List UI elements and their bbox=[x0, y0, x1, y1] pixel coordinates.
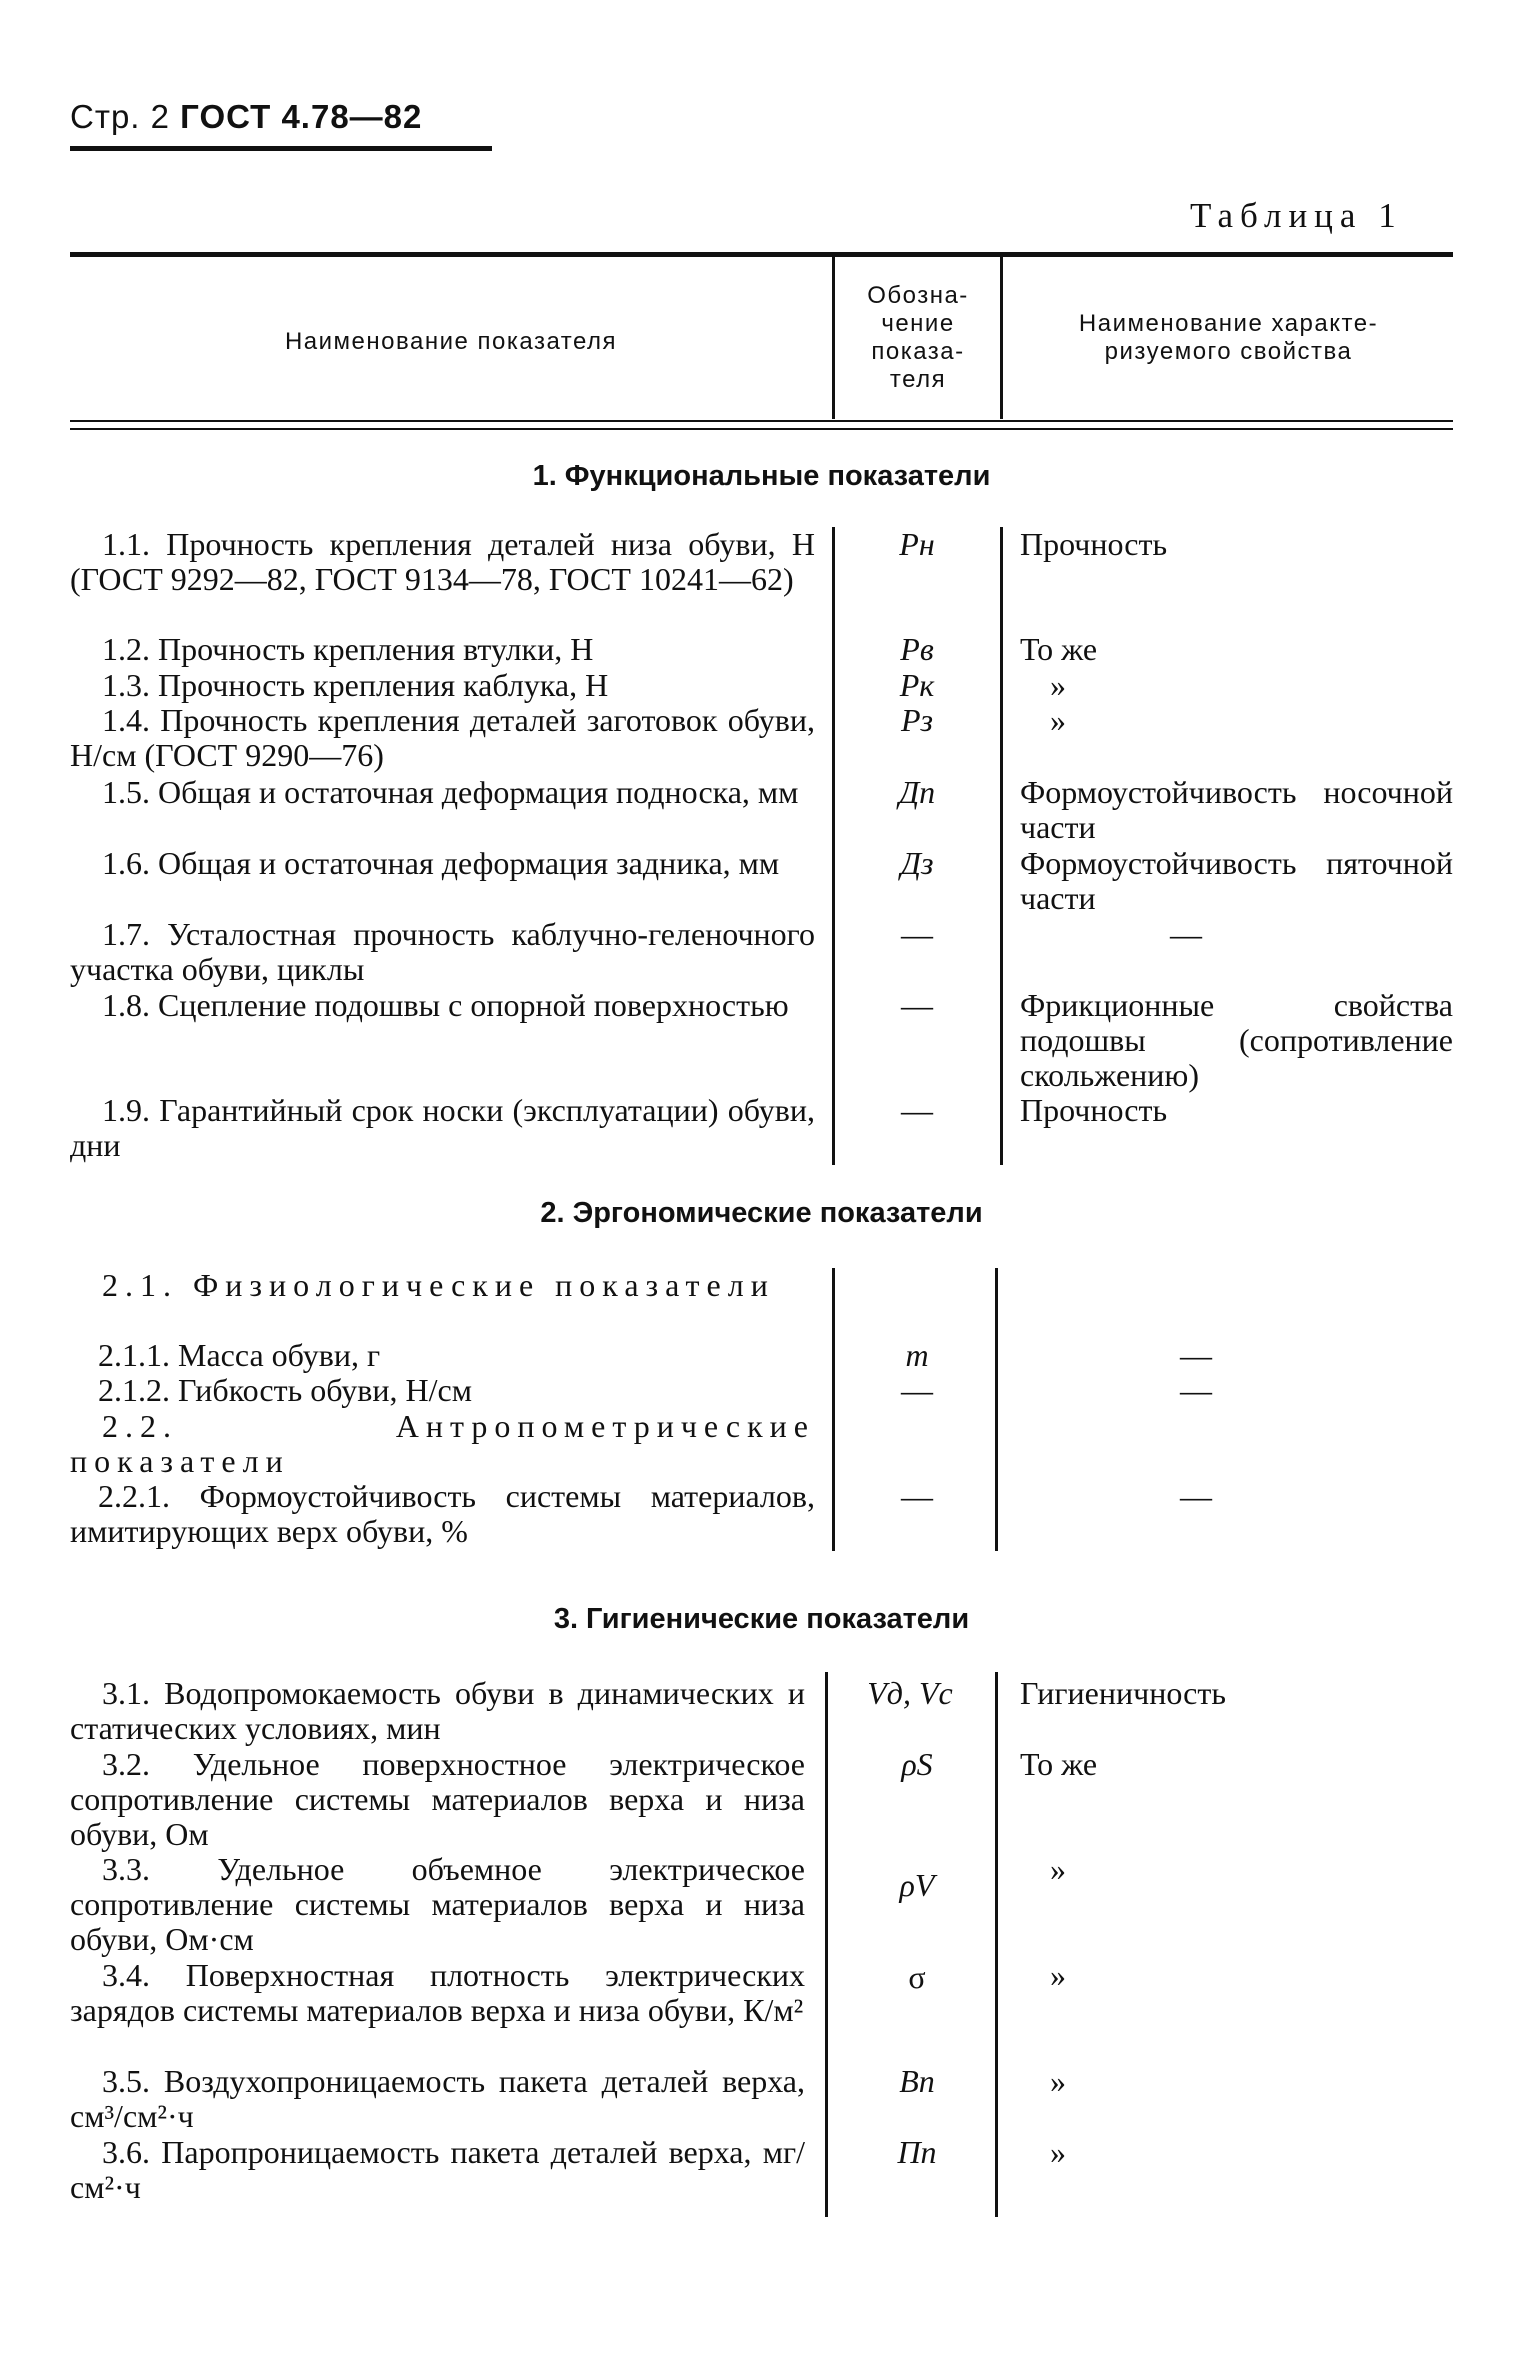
row-name: 3.5. Воздухопроницаемость пакета деталей верха, см³/см²·ч bbox=[70, 2063, 805, 2134]
row-property: — bbox=[1180, 1337, 1212, 1373]
row-symbol: — bbox=[901, 1478, 933, 1514]
row-property: » bbox=[1050, 2063, 1066, 2099]
column-header-property-line: ризуемого свойства bbox=[1104, 338, 1353, 365]
row-symbol: ρV bbox=[899, 1867, 935, 1903]
row-name: 2.2.1. Формоустойчивость системы материалов, имитирующих верх обуви, % bbox=[70, 1478, 815, 1549]
header-bottom-rule-2 bbox=[70, 428, 1453, 430]
row-property: » bbox=[1050, 1851, 1066, 1887]
table-title: Таблица 1 bbox=[1190, 196, 1403, 235]
row-name: 1.7. Усталостная прочность каблучно-геленочного участка обуви, циклы bbox=[70, 916, 815, 987]
row-property: Формоустойчивость пяточной части bbox=[1020, 845, 1453, 916]
row-property: — bbox=[1180, 1372, 1212, 1408]
row-name: 1.3. Прочность крепления каблука, Н bbox=[102, 667, 609, 703]
row-name: 2.1. Физиологические показатели bbox=[102, 1267, 775, 1303]
section-title: 3. Гигиенические показатели bbox=[553, 1603, 970, 1635]
header-bottom-rule bbox=[70, 420, 1453, 422]
row-property: Прочность bbox=[1020, 526, 1168, 562]
row-symbol: — bbox=[901, 1092, 933, 1128]
header-divider-1 bbox=[832, 257, 835, 419]
row-property: То же bbox=[1020, 631, 1098, 667]
row-symbol: — bbox=[901, 916, 933, 952]
column-header-name: Наименование показателя bbox=[284, 328, 618, 355]
row-symbol: Pз bbox=[900, 702, 934, 738]
page-number: Стр. 2 bbox=[70, 98, 170, 135]
row-symbol: Пп bbox=[897, 2134, 937, 2170]
row-symbol: Pв bbox=[900, 631, 934, 667]
row-name: 1.1. Прочность крепления деталей низа обуви, Н (ГОСТ 9292—82, ГОСТ 9134—78, ГОСТ 10241—62) bbox=[70, 526, 815, 597]
row-name: 1.5. Общая и остаточная деформация подноска, мм bbox=[102, 774, 799, 810]
row-name: 3.2. Удельное поверхностное электрическое сопротивление системы материалов верха и низа обуви, Ом bbox=[70, 1746, 805, 1852]
row-property: » bbox=[1050, 667, 1066, 703]
row-property: » bbox=[1050, 1957, 1066, 1993]
standard-number: ГОСТ 4.78—82 bbox=[180, 98, 423, 135]
row-symbol: Pк bbox=[899, 667, 935, 703]
row-symbol: — bbox=[901, 987, 933, 1023]
column-header-symbol bbox=[836, 282, 1000, 394]
row-property: Гигиеничность bbox=[1020, 1675, 1226, 1711]
section-3-divider-1 bbox=[825, 1672, 828, 2217]
page-header bbox=[70, 98, 422, 136]
column-header-symbol-line: показа- bbox=[871, 338, 965, 365]
row-symbol: Дп bbox=[898, 774, 936, 810]
column-header-symbol-line: чение bbox=[881, 310, 955, 337]
row-property: Формоустойчивость носочной части bbox=[1020, 774, 1453, 845]
row-property: То же bbox=[1020, 1746, 1098, 1782]
row-symbol: ρS bbox=[901, 1746, 933, 1782]
row-name: 2.1.1. Масса обуви, г bbox=[98, 1337, 381, 1373]
row-property: » bbox=[1050, 2134, 1066, 2170]
row-symbol: m bbox=[905, 1337, 929, 1373]
row-name: 2.1.2. Гибкость обуви, Н/см bbox=[98, 1372, 472, 1408]
column-header-symbol-line: теля bbox=[889, 366, 947, 393]
column-header-property-line: Наименование характе- bbox=[1078, 310, 1379, 337]
row-symbol: — bbox=[901, 1372, 933, 1408]
section-title: 1. Функциональные показатели bbox=[532, 460, 991, 492]
row-property: Фрикционные свойства подошвы (сопротивление скольжению) bbox=[1020, 987, 1453, 1093]
header-divider-2 bbox=[1000, 257, 1003, 419]
row-name: 3.4. Поверхностная плотность электрических зарядов системы материалов верха и низа обуви, К/м² bbox=[70, 1957, 805, 2028]
row-symbol: Vд, Vс bbox=[867, 1675, 953, 1711]
row-symbol: Bп bbox=[899, 2063, 935, 2099]
row-name: 3.3. Удельное объемное электрическое сопротивление системы материалов верха и низа обуви, Ом·см bbox=[70, 1851, 805, 1957]
table-top-rule bbox=[70, 252, 1453, 257]
row-property: Прочность bbox=[1020, 1092, 1168, 1128]
row-symbol: σ bbox=[908, 1959, 926, 1995]
row-name: 1.8. Сцепление подошвы с опорной поверхностью bbox=[102, 987, 789, 1023]
column-header-symbol-line: Обозна- bbox=[867, 282, 969, 309]
row-name: 1.6. Общая и остаточная деформация задника, мм bbox=[102, 845, 780, 881]
row-property: — bbox=[1180, 1478, 1212, 1514]
row-symbol: Pн bbox=[899, 526, 935, 562]
row-name: 3.6. Паропроницаемость пакета деталей верха, мг/см²·ч bbox=[70, 2134, 805, 2205]
section-title: 2. Эргономические показатели bbox=[540, 1197, 983, 1229]
row-property: » bbox=[1050, 702, 1066, 738]
row-name: 2.2. Антропометрические показатели bbox=[70, 1408, 815, 1479]
row-name: 1.2. Прочность крепления втулки, Н bbox=[102, 631, 594, 667]
row-symbol: Дз bbox=[900, 845, 934, 881]
header-rule bbox=[70, 146, 492, 151]
row-name: 1.9. Гарантийный срок носки (эксплуатации) обуви, дни bbox=[70, 1092, 815, 1163]
row-name: 1.4. Прочность крепления деталей заготовок обуви, Н/см (ГОСТ 9290—76) bbox=[70, 702, 815, 773]
row-property: — bbox=[1170, 916, 1202, 952]
row-name: 3.1. Водопромокаемость обуви в динамических и статических условиях, мин bbox=[70, 1675, 805, 1746]
column-header-property bbox=[1004, 310, 1453, 366]
